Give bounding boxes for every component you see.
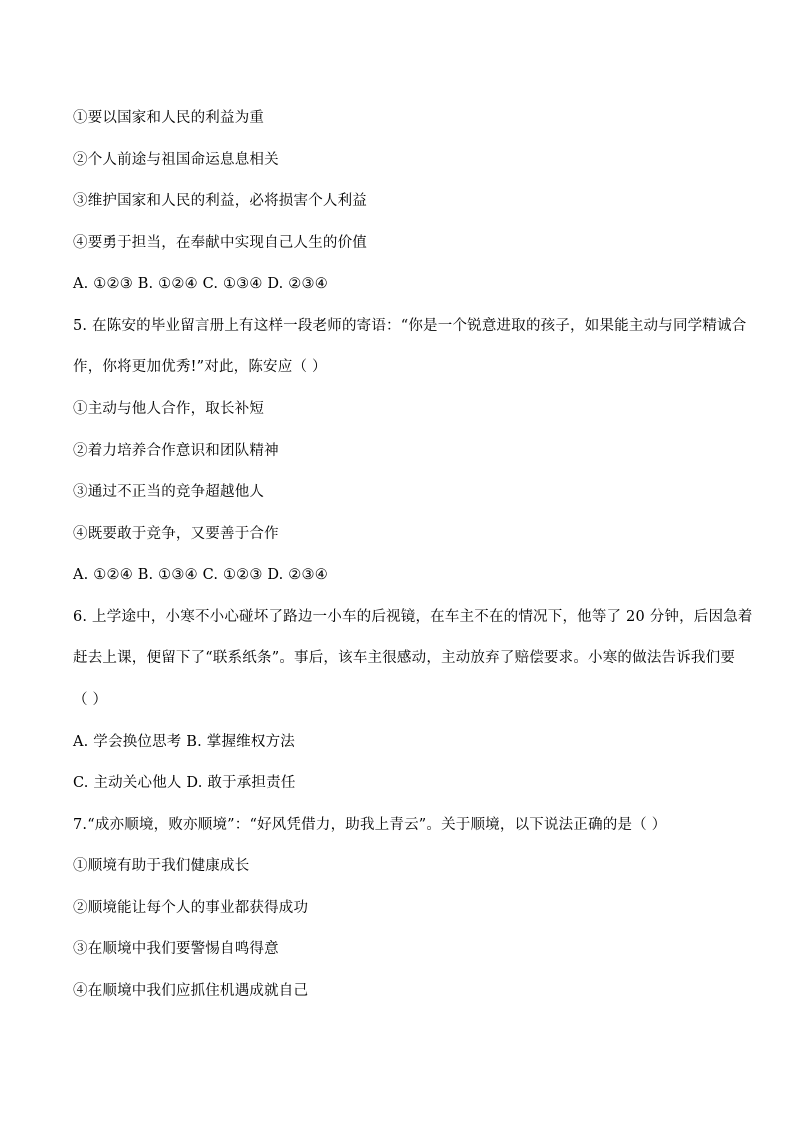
q4-option-4: ④要勇于担当，在奉献中实现自己人生的价值 <box>73 235 367 251</box>
q5-option-4: ④既要敢于竞争，又要善于合作 <box>73 526 279 542</box>
q5-option-1: ①主动与他人合作，取长补短 <box>73 401 265 417</box>
q6-answer-choices-2: C. 主动关心他人 D. 敢于承担责任 <box>73 775 296 791</box>
q7-option-4: ④在顺境中我们应抓住机遇成就自己 <box>73 983 309 999</box>
q7-option-2: ②顺境能让每个人的事业都获得成功 <box>73 900 309 916</box>
q5-stem-line-1: 5. 在陈安的毕业留言册上有这样一段老师的寄语：“你是一个锐意进取的孩子，如果能主动与同学精诚合 <box>73 318 747 334</box>
q6-stem-line-1: 6. 上学途中，小寒不小心碰坏了路边一小车的后视镜，在车主不在的情况下，他等了 20 分钟，后因急着 <box>73 609 753 625</box>
q5-answer-choices: A. ①②④ B. ①③④ C. ①②③ D. ②③④ <box>73 567 328 583</box>
q6-stem-line-2: 赶去上课，便留下了“联系纸条”。事后，该车主很感动，主动放弃了赔偿要求。小寒的做法告诉我们要 <box>73 650 736 666</box>
q5-option-2: ②着力培养合作意识和团队精神 <box>73 443 279 459</box>
q7-stem-line-1: 7.“成亦顺境，败亦顺境”：“好风凭借力，助我上青云”。关于顺境，以下说法正确的是（ ） <box>73 817 667 833</box>
q4-option-2: ②个人前途与祖国命运息息相关 <box>73 152 279 168</box>
q7-option-1: ①顺境有助于我们健康成长 <box>73 858 250 874</box>
q4-option-3: ③维护国家和人民的利益，必将损害个人利益 <box>73 193 367 209</box>
q6-stem-line-3: （ ） <box>73 692 108 708</box>
q4-answer-choices: A. ①②③ B. ①②④ C. ①③④ D. ②③④ <box>73 276 328 292</box>
q7-option-3: ③在顺境中我们要警惕自鸣得意 <box>73 941 279 957</box>
q6-answer-choices-1: A. 学会换位思考 B. 掌握维权方法 <box>73 734 295 750</box>
q5-stem-line-2: 作，你将更加优秀!”对此，陈安应（ ） <box>73 359 327 375</box>
q5-option-3: ③通过不正当的竞争超越他人 <box>73 484 265 500</box>
q4-option-1: ①要以国家和人民的利益为重 <box>73 110 265 126</box>
